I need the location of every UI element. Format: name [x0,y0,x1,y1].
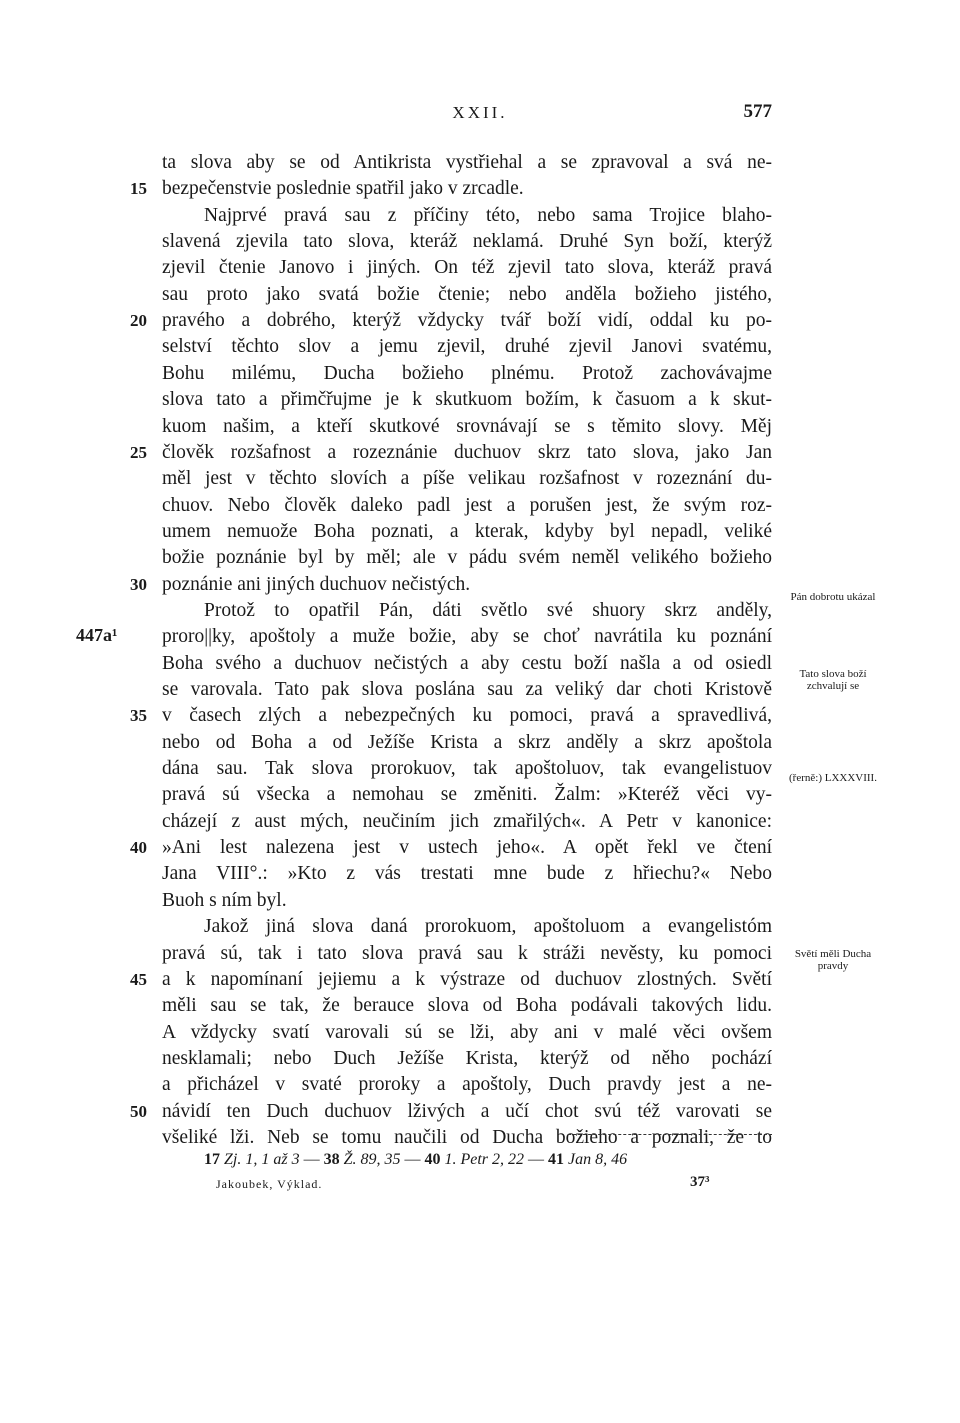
ref-citation: 1. Petr 2, 22 [444,1151,525,1168]
text-line: Jana VIII°.: »Kto z vás trestati mne bude z hřiechu?« Nebo [162,863,772,884]
text-line: a přicházel v svaté proroky a apoštoly, Duch pravdy jest a ne- [162,1074,772,1095]
text-line: kuom našim, a kteří skutkové srovnávají se s těmito slovy. Měj [162,416,772,437]
scripture-references [204,1149,764,1171]
text-line: dána sau. Tak slova prorokuov, tak apoštoluov, tak evangelistuov [162,758,772,779]
text-line: Bohu milému, Ducha božieho plnému. Protož zachovávajme [162,363,772,384]
text-line: bezpečenstvie poslednie spatřil jako v zrcadle. [162,178,524,199]
text-line: všeliké lži. Neb se tomu naučili od Ducha božieho a poznali, že to [162,1127,772,1148]
text-line: božie poznánie byl by měl; ale v pádu svém neměl velikého božieho [162,547,772,568]
line-number: 40 [130,838,147,857]
book-signature: Jakoubek, Výklad. [216,1177,323,1191]
text-line: člověk rozšafnost a rozeznánie duchuov skrz tato slova, jako Jan [162,442,772,463]
ref-line-number: 40 [424,1151,441,1168]
chapter-heading: XXII. [452,103,508,122]
text-line: umem nemuože Boha poznati, a kterak, kdyby byl nepadl, veliké [162,521,772,542]
ref-citation: Zj. 1, 1 až 3 [224,1151,300,1168]
text-line: se varovala. Tato pak slova poslána sau za veliký dar choti Kristově [162,679,772,700]
text-line: v časech zlých a nebezpečných ku pomoci, pravá a spravedlivá, [162,705,772,726]
text-line: »Ani lest nalezena jest v ustech jeho«. A opět řekl ve čtení [162,837,772,858]
line-number: 50 [130,1102,147,1121]
text-line: návidí ten Duch duchuov lživých a učí chot svú též varovati se [162,1101,772,1122]
line-number: 45 [130,970,147,989]
ref-dash: — [303,1151,324,1168]
ref-line-number: 38 [323,1151,340,1168]
text-line: Protož to opatřil Pán, dáti světlo své shuory skrz anděly, [204,600,772,621]
text-line: Buoh s ním byl. [162,890,287,911]
text-line: nesklamali; nebo Duch Ježíše Krista, kterýž od něho pochází [162,1048,772,1069]
text-line: měli sau se tak, že berauce slova od Boha podávali takových lidu. [162,995,772,1016]
ref-line-number: 17 [204,1151,220,1168]
text-line: A vždycky svatí varovali sú se lži, aby ani v malé věci ovšem [162,1022,772,1043]
line-number: 30 [130,575,147,594]
text-line: pravá sú, tak i tato slova pravá sau k stráži nevěsty, ku pomoci [162,943,772,964]
margin-note: (řerně:) LXXXVIII. [789,772,877,784]
line-number: 35 [130,706,147,725]
ref-citation: Ž. 89, 35 [343,1151,401,1168]
ref-line-number: 41 [548,1151,565,1168]
text-line: proro||ky, apoštoly a muže božie, aby se choť navrátila ku poznání [162,626,772,647]
text-line: selství těchto slov a jemu zjevil, druhé zjevil Janovi svatému, [162,336,772,357]
text-line: ta slova aby se od Antikrista vystřiehal a se zpravoval a svá ne- [162,152,772,173]
text-line: Boha svého a duchuov nečistých a aby cestu boží našla a od osiedl [162,653,772,674]
margin-note: Pán dobrotu ukázal [790,591,876,603]
ref-citation: Jan 8, 46 [568,1151,628,1168]
text-line: měl jest v těchto slovích a píše velikau rozšafnost v rozeznání du- [162,468,772,489]
text-line: slova tato a přimčřujme je k skutkuom božím, k časuom a k skut- [162,389,772,410]
line-number: 15 [130,179,147,198]
margin-note: Tato slova boží zchvalují se [799,668,867,692]
line-number: 20 [130,311,147,330]
page-number: 577 [743,101,772,122]
text-line: Jakož jiná slova daná prorokuom, apoštoluom a evangelistóm [204,916,772,937]
text-line: pravého a dobrého, kterýž vždycky tvář boží vidí, oddal ku po- [162,310,772,331]
margin-note: Světí měli Ducha pravdy [794,948,872,972]
folio-mark: 447a¹ [76,625,118,645]
text-line: chuov. Nebo člověk daleko padl jest a porušen jest, že svým roz- [162,495,772,516]
text-line: cházejí z aust mých, neučiním jich zmařilých«. A Petr v kanonice: [162,811,772,832]
text-line: nebo od Boha a od Ježíše Krista a skrz anděly a skrz apoštola [162,732,772,753]
text-line: slavená zjevila tato slova, kteráž neklamá. Druhé Syn boží, kterýž [162,231,772,252]
footnote-divider [568,1134,772,1135]
text-line: Najprvé pravá sau z příčiny této, nebo sama Trojice blaho- [204,205,772,226]
text-line: sau proto jako svatá božie čtenie; nebo anděla božieho jistého, [162,284,772,305]
text-line: zjevil čtenie Janovo i jiných. On též zjevil tato slova, kteráž pravá [162,257,772,278]
text-line: a k napomínaní jejiemu a k výstraze od duchuov zlostných. Světí [162,969,772,990]
text-line: pravá sú všecka a nemohau se změniti. Žalm: »Kteréž věci vy- [162,784,772,805]
text-line: poznánie ani jiných duchuov nečistých. [162,574,471,595]
line-number: 25 [130,443,147,462]
sheet-signature: 37³ [690,1174,710,1190]
ref-dash: — [404,1151,425,1168]
ref-dash: — [528,1151,549,1168]
